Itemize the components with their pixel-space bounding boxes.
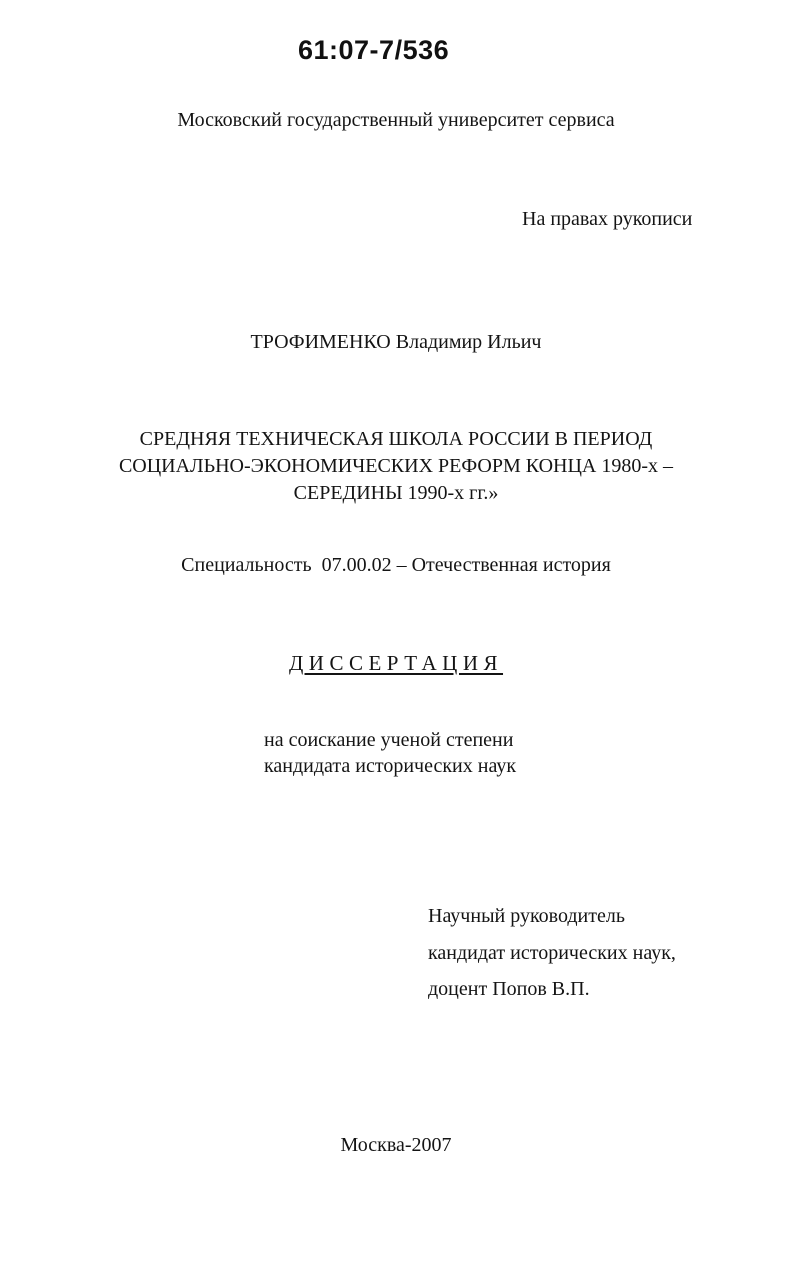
degree-statement (264, 727, 516, 779)
institution-name: Московский государственный университет сервиса (177, 109, 615, 131)
degree-line: на соискание ученой степени (264, 729, 514, 751)
supervisor-line: Научный руководитель (428, 905, 625, 927)
document-type-label: ДИССЕРТАЦИЯ (288, 651, 504, 675)
author-name: ТРОФИМЕНКО Владимир Ильич (250, 331, 542, 353)
dissertation-title (0, 426, 792, 507)
city-year: Москва-2007 (340, 1134, 452, 1156)
catalog-number: 61:07-7/536 (298, 35, 450, 65)
title-line: СЕРЕДИНЫ 1990-х гг.» (293, 482, 499, 504)
supervisor-line: кандидат исторических наук, (428, 941, 676, 964)
degree-line: кандидата исторических наук (264, 755, 517, 777)
document-type-heading (0, 650, 792, 676)
specialty: Специальность 07.00.02 – Отечественная история (181, 554, 611, 576)
supervisor-line: доцент Попов В.П. (428, 978, 590, 1000)
manuscript-rights-note: На правах рукописи (522, 208, 693, 230)
title-line: СРЕДНЯЯ ТЕХНИЧЕСКАЯ ШКОЛА РОССИИ В ПЕРИОД (139, 428, 653, 450)
title-line: СОЦИАЛЬНО-ЭКОНОМИЧЕСКИХ РЕФОРМ КОНЦА 1980-х – (118, 455, 674, 477)
supervisor-block (428, 898, 676, 1008)
